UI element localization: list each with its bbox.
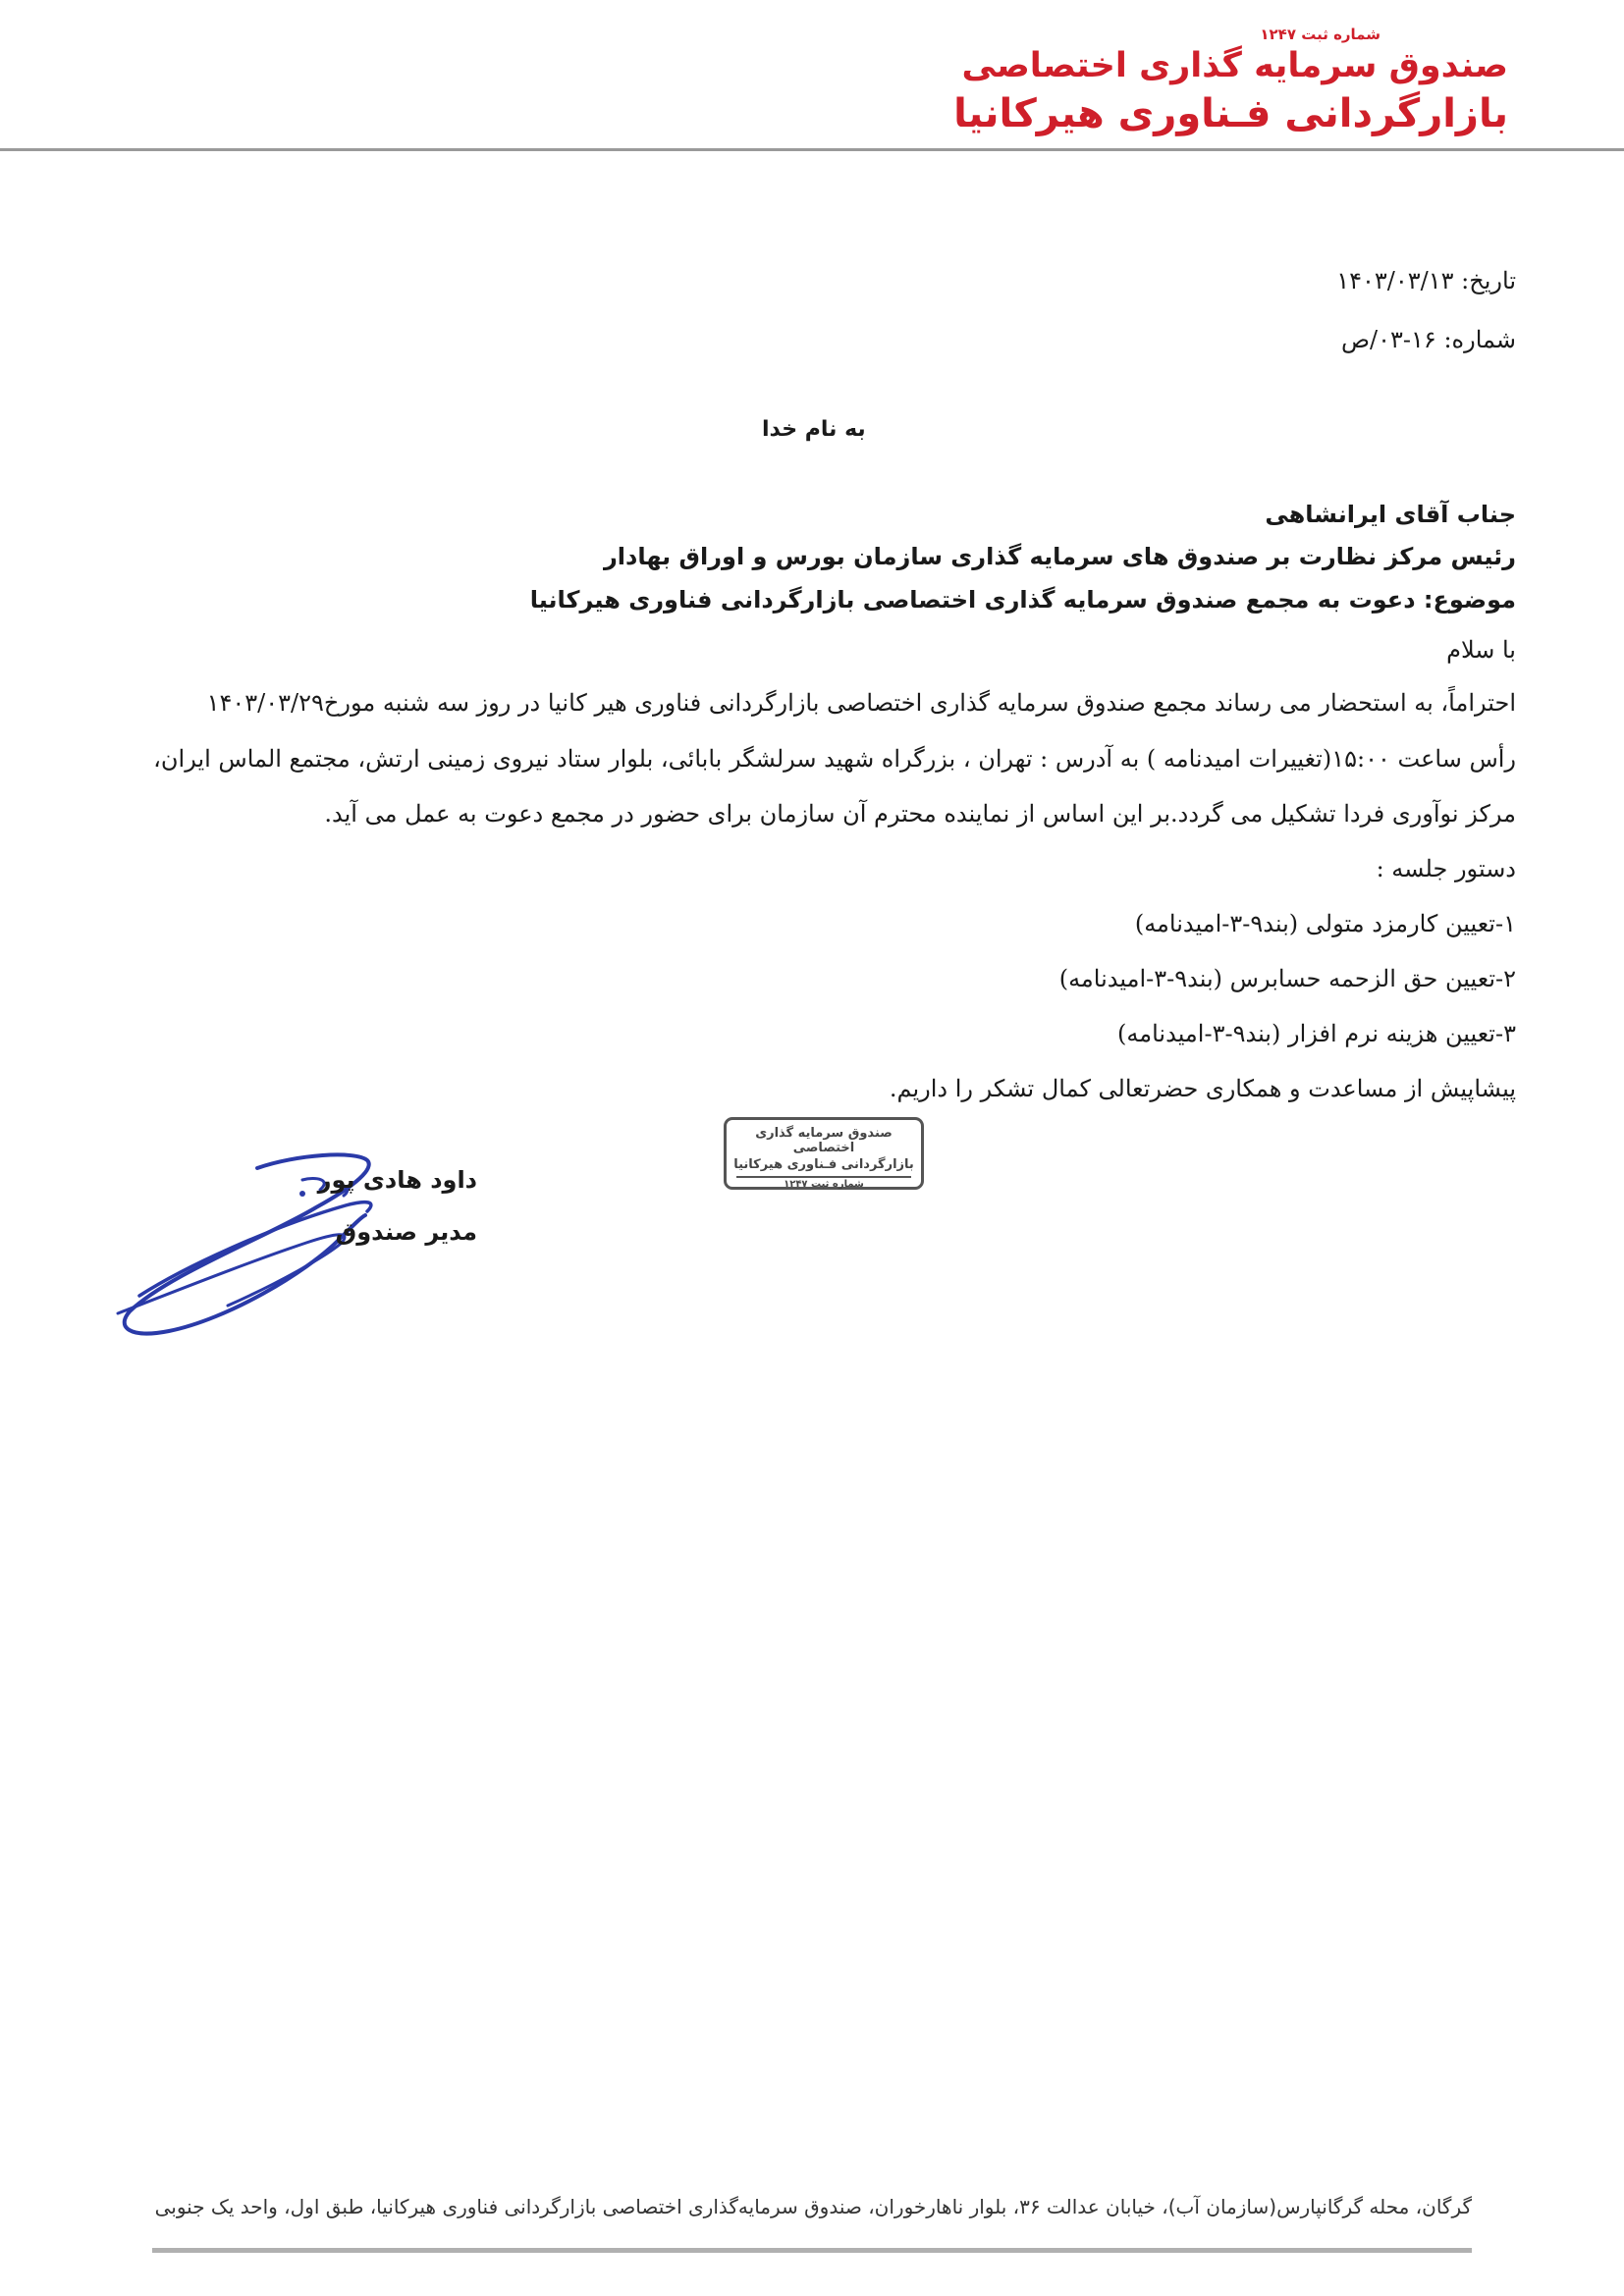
agenda-item: ۱-تعیین کارمزد متولی (بند۹-۳-امیدنامه) bbox=[1134, 910, 1516, 937]
header-divider bbox=[0, 148, 1624, 151]
stamp-line1: صندوق سرمایه گذاری اختصاصی bbox=[755, 1126, 893, 1155]
recipient-name: جناب آقای ایرانشاهی bbox=[1265, 501, 1516, 528]
letter-subject: موضوع: دعوت به مجمع صندوق سرمایه گذاری اختصاصی بازارگردانی فناوری هیرکانیا bbox=[529, 586, 1516, 614]
body-line-3: مرکز نوآوری فردا تشکیل می گردد.بر این اساس از نماینده محترم آن سازمان برای حضور در مجمع دعوت به عمل می آید. bbox=[324, 800, 1516, 828]
signatory-title: مدیر صندوق bbox=[335, 1218, 477, 1246]
body-line-1: احتراماً، به استحضار می رساند مجمع صندوق سرمایه گذاری اختصاصی بازارگردانی فناوری هیر کانیا در روز سه شنبه مورخ۱۴۰۳/۰۳/۲۹ bbox=[206, 689, 1516, 717]
stamp-line3: شماره ثبت ۱۲۴۷ bbox=[736, 1176, 911, 1190]
footer-divider bbox=[152, 2248, 1472, 2253]
body-line-2: رأس ساعت ۱۵:۰۰(تغییرات امیدنامه ) به آدرس : تهران ، بزرگراه شهید سرلشگر بابائی، بلوار ستاد نیروی زمینی ارتش، مجتمع الماس ایران، bbox=[153, 745, 1516, 773]
signatory-name: داود هادی پور bbox=[317, 1166, 477, 1194]
registration-number: شماره ثبت ۱۲۴۷ bbox=[1260, 26, 1380, 43]
agenda-item: ۳-تعیین هزینه نرم افزار (بند۹-۳-امیدنامه) bbox=[1117, 1020, 1516, 1047]
fund-name-line1: صندوق سرمایه گذاری اختصاصی bbox=[961, 46, 1508, 85]
letter-date: تاریخ: ۱۴۰۳/۰۳/۱۳ bbox=[1336, 267, 1516, 294]
bismillah: به نام خدا bbox=[762, 417, 866, 442]
fund-name-line2: بازارگردانی فـناوری هیرکانیا bbox=[953, 91, 1508, 136]
recipient-title: رئیس مرکز نظارت بر صندوق های سرمایه گذاری سازمان بورس و اوراق بهادار bbox=[603, 543, 1516, 570]
stamp-line2: بازارگردانی فـناوری هیرکانیا bbox=[733, 1157, 914, 1172]
footer-address: گرگان، محله گرگانپارس(سازمان آب)، خیابان عدالت ۳۶، بلوار ناهارخوران، صندوق سرمایه‌گذاری اختصاصی بازارگردانی فناوری هیرکانیا، طبق اول، واحد یک جنوبی bbox=[154, 2195, 1472, 2218]
agenda-title: دستور جلسه : bbox=[1376, 855, 1516, 882]
letterhead bbox=[953, 26, 1508, 139]
greeting: با سلام bbox=[1446, 636, 1516, 664]
closing-line: پیشاپیش از مساعدت و همکاری حضرتعالی کمال تشکر را داریم. bbox=[889, 1075, 1516, 1102]
agenda-item: ۲-تعیین حق الزحمه حسابرس (بند۹-۳-امیدنامه) bbox=[1058, 965, 1516, 992]
letter-number: شماره: ۱۶-۰۳/ص bbox=[1341, 326, 1516, 353]
company-stamp bbox=[724, 1117, 924, 1190]
